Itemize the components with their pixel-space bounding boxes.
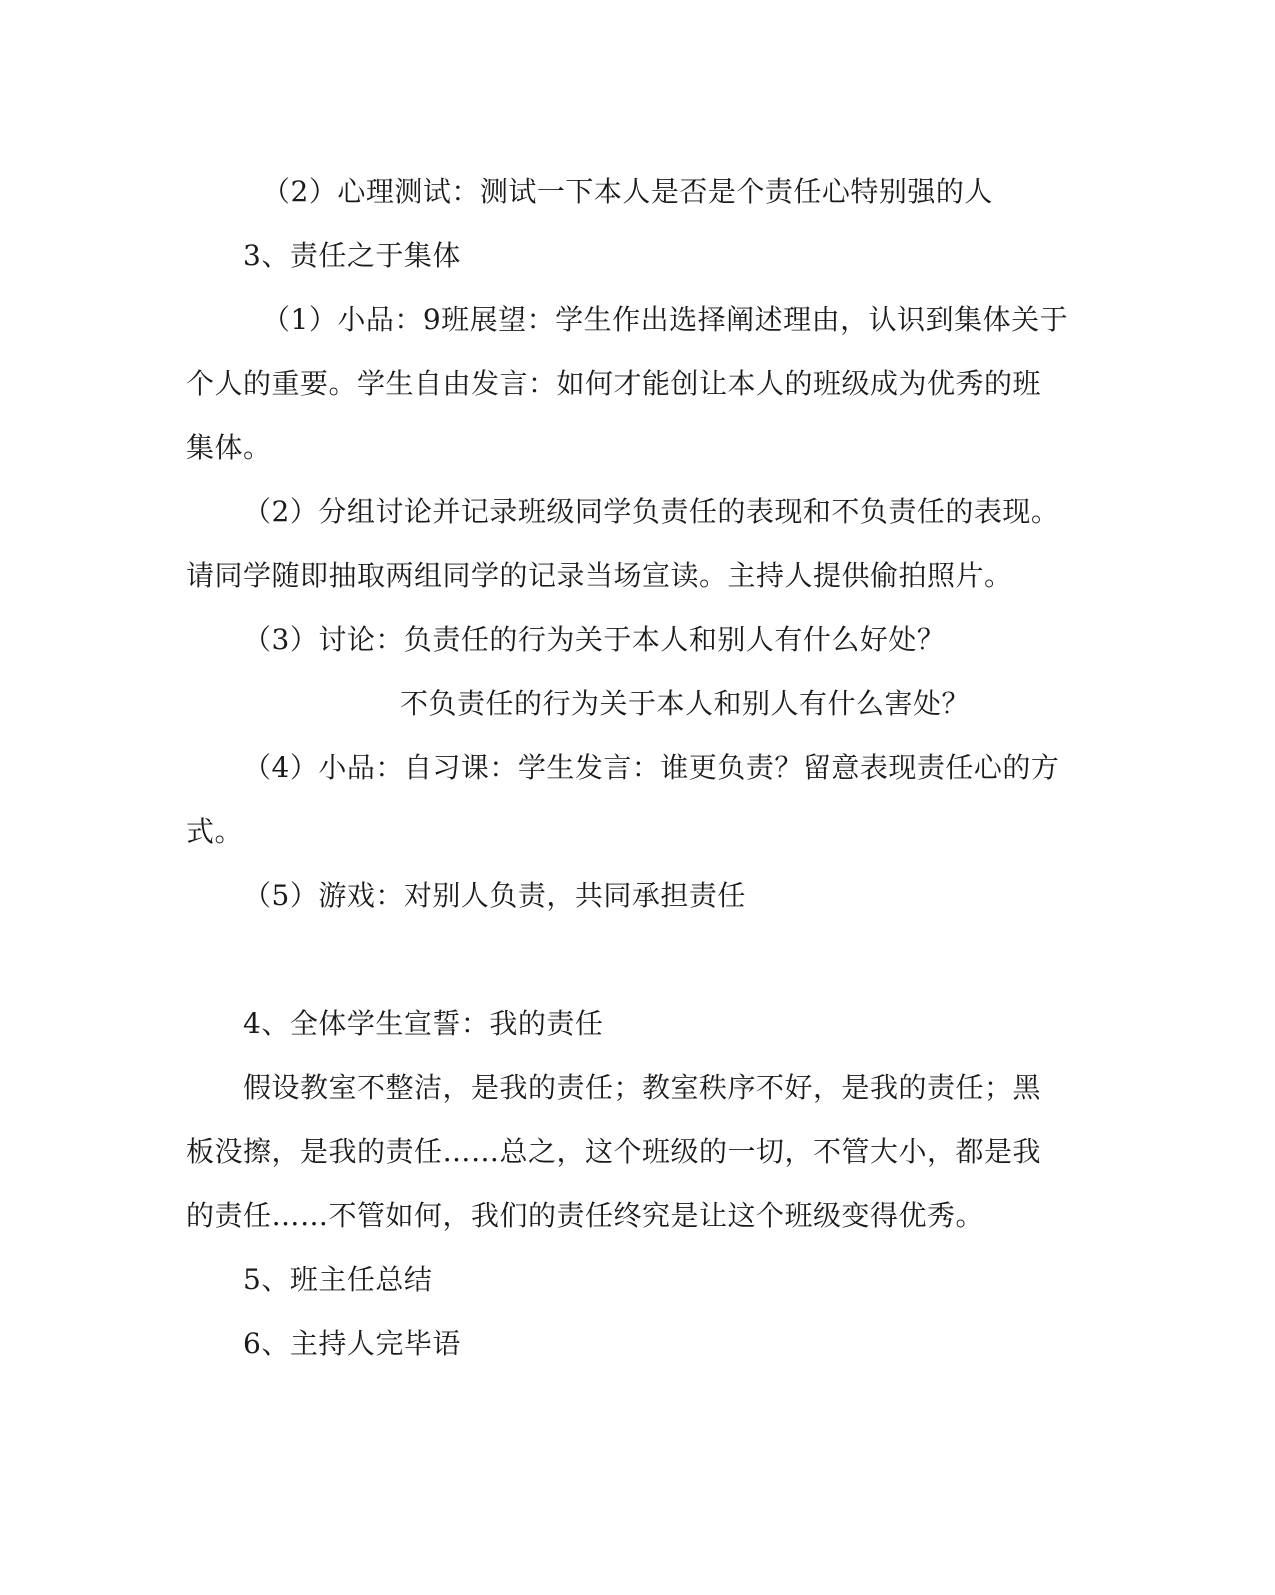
- section-4-heading: 4、全体学生宣誓：我的责任: [243, 1007, 604, 1040]
- item-1-skit-line-3: 集体。: [186, 431, 272, 464]
- item-1-skit-line-1: （1）小品：9班展望：学生作出选择阐述理由，认识到集体关于: [262, 303, 1069, 336]
- item-3-discussion-q2: 不负责任的行为关于本人和别人有什么害处？: [400, 687, 971, 720]
- item-2-group-discussion-2: 请同学随即抽取两组同学的记录当场宣读。主持人提供偷拍照片。: [186, 559, 1013, 592]
- item-2-group-discussion-1: （2）分组讨论并记录班级同学负责任的表现和不负责任的表现。: [243, 495, 1060, 528]
- item-4-skit-line-2: 式。: [186, 815, 244, 848]
- oath-line-3: 的责任……不管如何，我们的责任终究是让这个班级变得优秀。: [186, 1199, 985, 1232]
- section-6-heading: 6、主持人完毕语: [243, 1327, 461, 1360]
- item-2-psych-test: （2）心理测试：测试一下本人是否是个责任心特别强的人: [262, 175, 993, 208]
- item-3-discussion-q1: （3）讨论：负责任的行为关于本人和别人有什么好处？: [243, 623, 946, 656]
- item-5-game: （5）游戏：对别人负责，共同承担责任: [243, 879, 746, 912]
- section-3-heading: 3、责任之于集体: [243, 239, 461, 272]
- oath-line-2: 板没擦，是我的责任……总之，这个班级的一切，不管大小，都是我: [186, 1135, 1042, 1168]
- item-1-skit-line-2: 个人的重要。学生自由发言：如何才能创让本人的班级成为优秀的班: [186, 367, 1042, 400]
- oath-line-1: 假设教室不整洁，是我的责任；教室秩序不好，是我的责任；黑: [243, 1071, 1042, 1104]
- section-5-heading: 5、班主任总结: [243, 1263, 433, 1296]
- item-4-skit-line-1: （4）小品：自习课：学生发言：谁更负责？留意表现责任心的方: [243, 751, 1060, 784]
